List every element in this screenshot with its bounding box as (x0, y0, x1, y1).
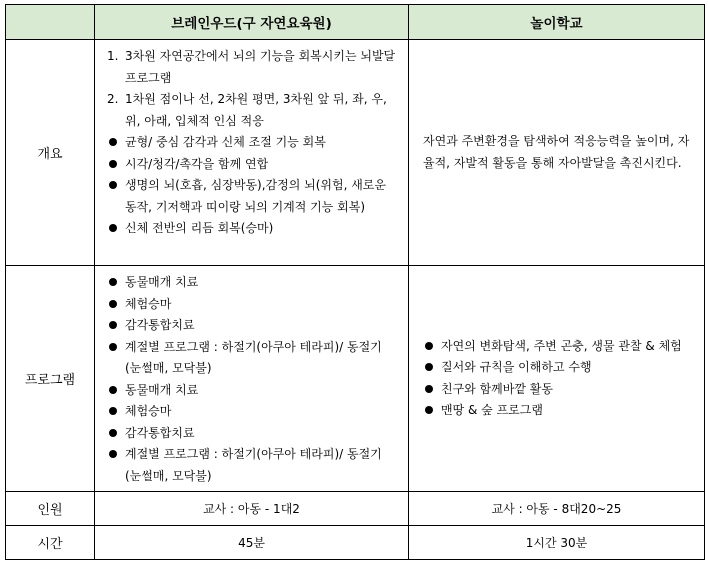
program-play-school-list (409, 336, 704, 422)
list-item: 시각/청각/촉각을 함께 연합 (107, 154, 398, 176)
bullet-icon (109, 407, 117, 415)
bullet-icon (109, 300, 117, 308)
list-item: 2. 1차원 점이나 선, 2차원 평면, 3차원 앞 뒤, 좌, 우, 위, 아래, 입체적 인심 적응 (107, 92, 387, 128)
bullet-icon (109, 160, 117, 168)
time-row (6, 526, 705, 560)
bullet-icon (109, 181, 117, 189)
staff-brainwood-cell: 교사 : 아동 - 1대2 (95, 492, 409, 526)
staff-label: 인원 (6, 492, 95, 526)
comparison-table (5, 4, 705, 560)
bullet-icon (109, 321, 117, 329)
list-item: 1. 3차원 자연공간에서 뇌의 기능을 회복시키는 뇌발달 프로그램 (107, 49, 396, 85)
list-item: 체험승마 (107, 294, 398, 316)
time-play-school-cell: 1시간 30분 (409, 526, 705, 560)
list-item: 생명의 뇌(호흡, 심장박동),감정의 뇌(위험, 새로운 동작, 기저핵과 띠이랑 뇌의 기계적 기능 회복) (107, 175, 398, 218)
staff-row (6, 492, 705, 526)
list-item: 계절별 프로그램 : 하절기(아쿠아 테라피)/ 동절기(눈썰매, 모닥불) (107, 337, 398, 380)
bullet-icon (425, 363, 433, 371)
list-item: 계절별 프로그램 : 하절기(아쿠아 테라피)/ 동절기(눈썰매, 모닥불) (107, 444, 398, 487)
overview-brainwood-cell (95, 40, 409, 266)
program-list (95, 266, 408, 491)
program-label: 프로그램 (6, 266, 95, 492)
list-item: 동물매개 치료 (107, 272, 398, 294)
list-item: 감각통합치료 (107, 315, 398, 337)
header-row (6, 5, 705, 40)
time-brainwood-cell: 45분 (95, 526, 409, 560)
program-play-school-cell (409, 266, 705, 492)
header-brainwood: 브레인우드(구 자연요육원) (95, 5, 409, 40)
staff-play-school-cell: 교사 : 아동 - 8대20~25 (409, 492, 705, 526)
list-item: 자연의 변화탐색, 주변 곤충, 생물 관찰 & 체험 (423, 336, 694, 358)
list-item: 균형/ 중심 감각과 신체 조절 기능 회복 (107, 132, 398, 154)
bullet-icon (109, 450, 117, 458)
program-brainwood-cell (95, 266, 409, 492)
bullet-icon (109, 343, 117, 351)
list-item: 동물매개 치료 (107, 380, 398, 402)
header-empty-cell (6, 5, 95, 40)
bullet-icon (109, 224, 117, 232)
list-item: 친구와 함께바깥 활동 (423, 379, 694, 401)
overview-row (6, 40, 705, 266)
overview-label: 개요 (6, 40, 95, 266)
list-item: 질서와 규칙을 이해하고 수행 (423, 357, 694, 379)
list-item: 맨땅 & 숲 프로그램 (423, 400, 694, 422)
time-label: 시간 (6, 526, 95, 560)
bullet-icon (109, 278, 117, 286)
bullet-icon (425, 342, 433, 350)
list-item: 감각통합치료 (107, 423, 398, 445)
bullet-icon (109, 138, 117, 146)
bullet-icon (109, 429, 117, 437)
program-row (6, 266, 705, 492)
overview-list (95, 40, 408, 244)
bullet-icon (425, 406, 433, 414)
list-item: 신체 전반의 리듬 회복(승마) (107, 218, 398, 240)
bullet-icon (425, 385, 433, 393)
overview-play-school-cell: 자연과 주변환경을 탐색하여 적응능력을 높이며, 자율적, 자발적 활동을 통해 자아발달을 촉진시킨다. (409, 40, 705, 266)
list-item: 체험승마 (107, 401, 398, 423)
bullet-icon (109, 386, 117, 394)
header-play-school: 놀이학교 (409, 5, 705, 40)
